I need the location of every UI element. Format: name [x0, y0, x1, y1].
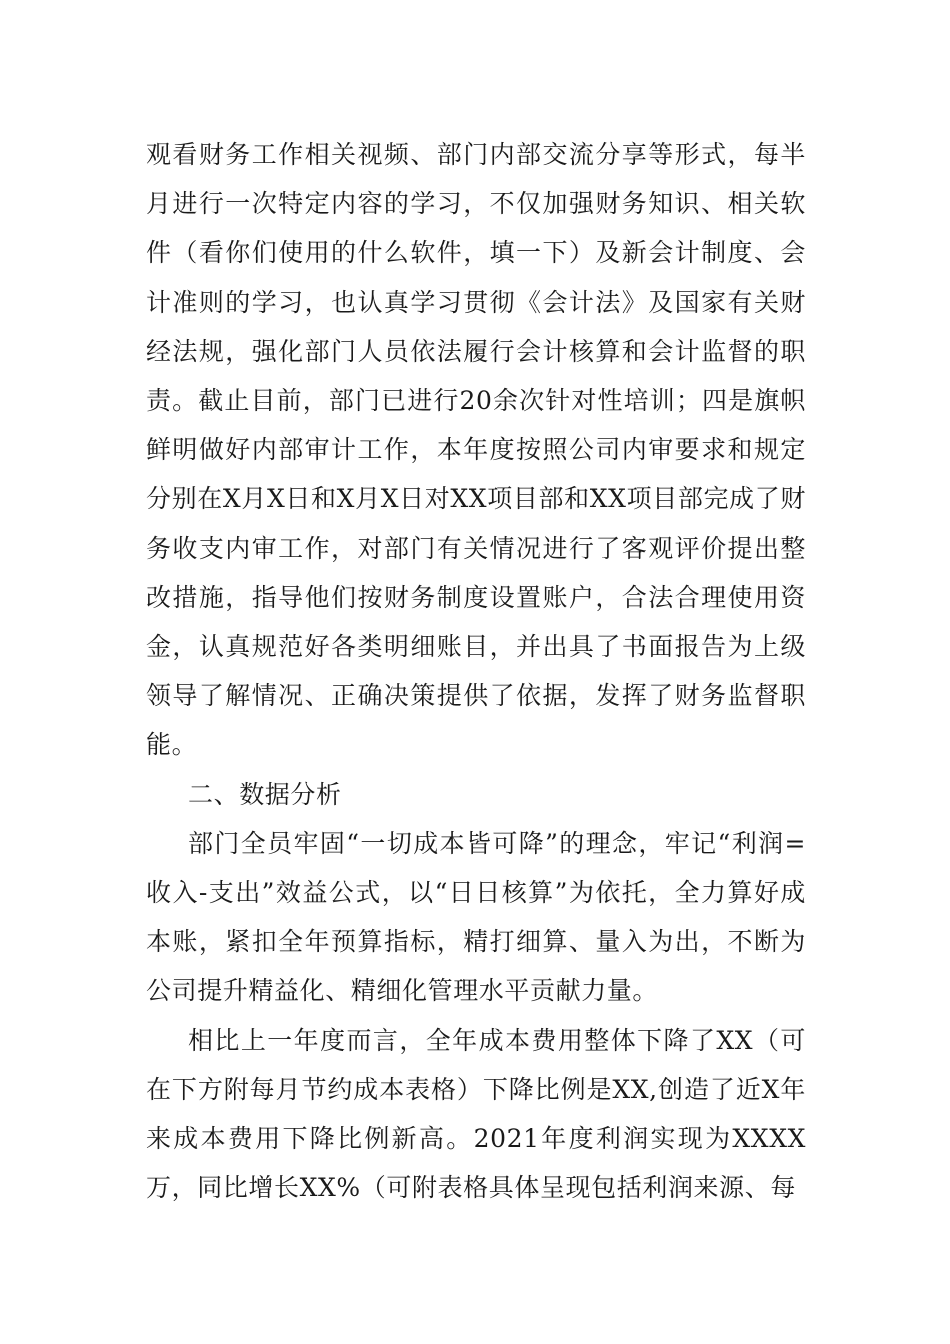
paragraph: 部门全员牢固“一切成本皆可降”的理念，牢记“利润=收入-支出”效益公式，以“日日核算”为依托，全力算好成本账，紧扣全年预算指标，精打细算、量入为出，不断为公司提升精益化、精细化管理水平贡献力量。 — [146, 828, 806, 1006]
document-body — [146, 130, 806, 1212]
paragraph: 相比上一年度而言，全年成本费用整体下降了XX（可在下方附每月节约成本表格）下降比例是XX,创造了近X年来成本费用下降比例新高。2021年度利润实现为XXXX万，同比增长XX%（可附表格具体呈现包括利润来源、每 — [146, 1025, 806, 1203]
section-heading: 二、数据分析 — [188, 779, 342, 809]
paragraph-continued: 观看财务工作相关视频、部门内部交流分享等形式，每半月进行一次特定内容的学习，不仅加强财务知识、相关软件（看你们使用的什么软件，填一下）及新会计制度、会计准则的学习，也认真学习贯彻《会计法》及国家有关财经法规，强化部门人员依法履行会计核算和会计监督的职责。截止目前，部门已进行20余次针对性培训；四是旗帜鲜明做好内部审计工作，本年度按照公司内审要求和规定分别在X月X日和X月X日对XX项目部和XX项目部完成了财务收支内审工作，对部门有关情况进行了客观评价提出整改措施，指导他们按财务制度设置账户，合法合理使用资金，认真规范好各类明细账目，并出具了书面报告为上级领导了解情况、正确决策提供了依据，发挥了财务监督职能。 — [146, 140, 806, 760]
